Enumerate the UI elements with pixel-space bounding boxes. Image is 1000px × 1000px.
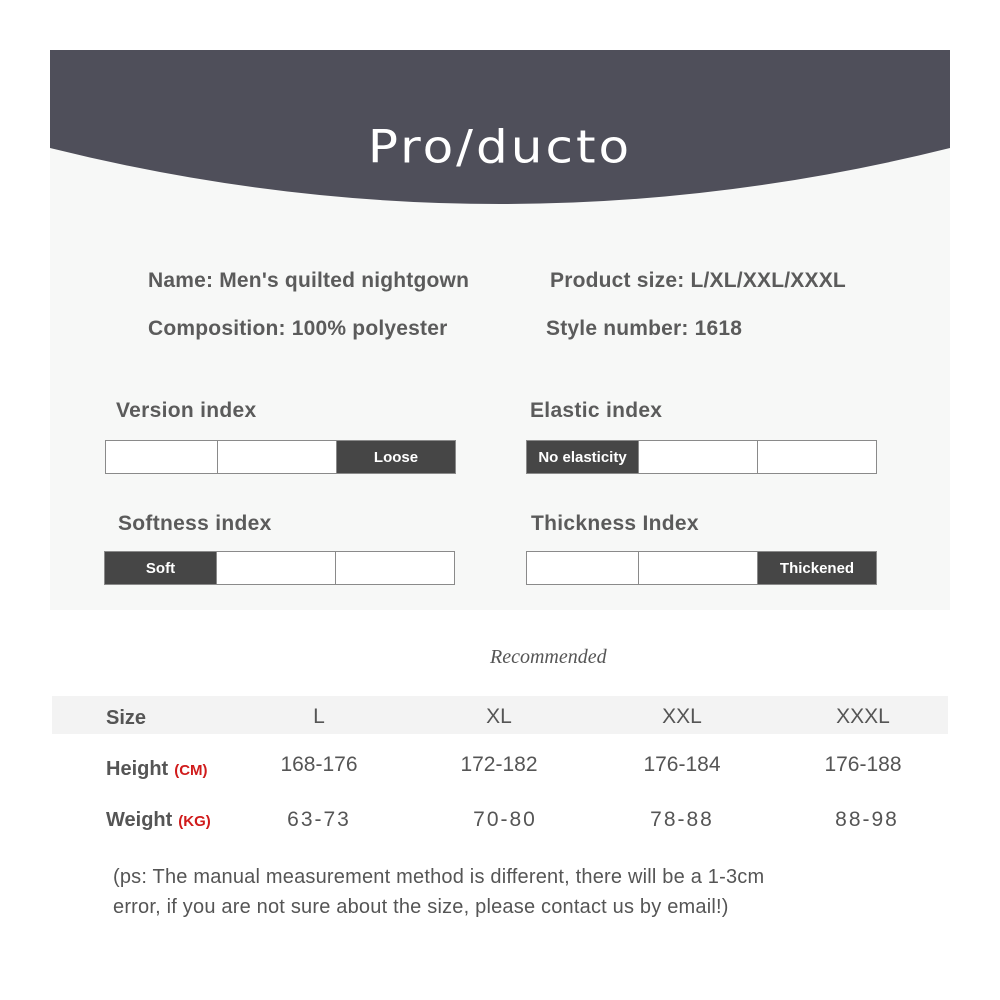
elastic-index-label: Elastic index <box>530 399 663 422</box>
product-name: Name: Men's quilted nightgown <box>148 269 470 292</box>
elastic-cell-3 <box>758 441 876 473</box>
height-xxxl: 176-188 <box>824 753 902 776</box>
thickness-index-label: Thickness Index <box>531 512 699 535</box>
height-row-label <box>106 758 208 781</box>
version-cell-1 <box>106 441 218 473</box>
weight-xxxl: 88-98 <box>835 808 899 831</box>
size-xxl: XXL <box>662 705 702 728</box>
weight-xxl: 78-88 <box>650 808 714 831</box>
size-l: L <box>313 705 325 728</box>
note-line-2: error, if you are not sure about the size, please contact us by email!) <box>113 896 729 918</box>
product-info-panel <box>50 50 950 610</box>
style-number: Style number: 1618 <box>546 317 743 340</box>
thickness-index-scale <box>526 551 877 585</box>
elastic-cell-1: No elasticity <box>527 441 639 473</box>
softness-cell-1: Soft <box>105 552 217 584</box>
softness-index-scale <box>104 551 455 585</box>
softness-index-label: Softness index <box>118 512 272 535</box>
thickness-cell-3: Thickened <box>758 552 876 584</box>
weight-label: Weight <box>106 809 173 831</box>
height-xxl: 176-184 <box>643 753 721 776</box>
note-line-1: (ps: The manual measurement method is different, there will be a 1-3cm <box>113 866 765 888</box>
weight-l: 63-73 <box>287 808 351 831</box>
version-cell-3: Loose <box>337 441 455 473</box>
thickness-cell-1 <box>527 552 639 584</box>
height-l: 168-176 <box>280 753 358 776</box>
size-xl: XL <box>486 705 512 728</box>
elastic-index-scale <box>526 440 877 474</box>
recommended-caption: Recommended <box>490 646 607 668</box>
size-xxxl: XXXL <box>836 705 890 728</box>
weight-xl: 70-80 <box>473 808 537 831</box>
measurement-note <box>113 862 933 922</box>
size-row-label: Size <box>106 707 147 729</box>
product-composition: Composition: 100% polyester <box>148 317 448 340</box>
thickness-cell-2 <box>639 552 758 584</box>
height-label: Height <box>106 758 169 780</box>
height-unit: (CM) <box>174 762 208 779</box>
weight-unit: (KG) <box>178 813 211 830</box>
height-xl: 172-182 <box>460 753 538 776</box>
softness-cell-3 <box>336 552 454 584</box>
version-index-label: Version index <box>116 399 257 422</box>
version-cell-2 <box>218 441 337 473</box>
product-size: Product size: L/XL/XXL/XXXL <box>550 269 846 292</box>
softness-cell-2 <box>217 552 336 584</box>
weight-row-label <box>106 809 211 832</box>
version-index-scale <box>105 440 456 474</box>
page-title: Pro/ducto <box>367 120 633 174</box>
elastic-cell-2 <box>639 441 758 473</box>
